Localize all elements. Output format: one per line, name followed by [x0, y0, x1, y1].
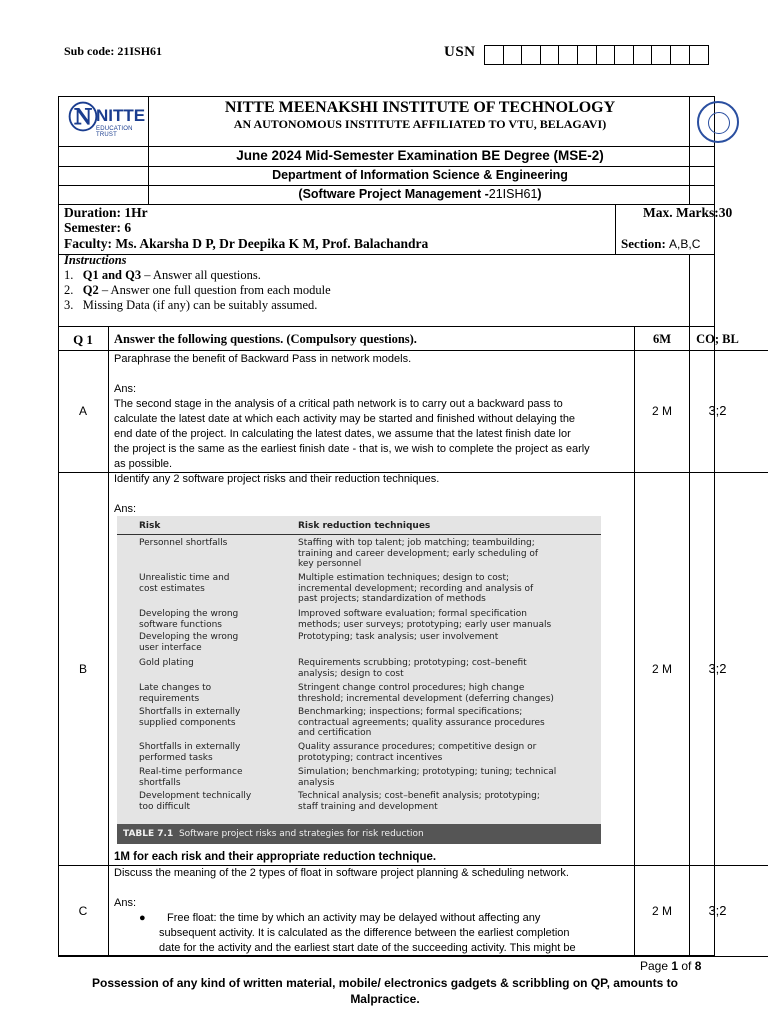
question-b-ans-label: Ans:: [114, 503, 137, 515]
bullet-icon: ●: [139, 912, 146, 924]
exam-title: June 2024 Mid-Semester Examination BE Degree (MSE-2): [236, 148, 604, 163]
question-c-ans-label: Ans:: [114, 897, 137, 909]
question-b-text: Identify any 2 software project risks and their reduction techniques.: [114, 473, 440, 485]
logo-subtext: EDUCATION TRUST: [96, 126, 133, 138]
co-bl-header: CO; BL: [696, 332, 739, 346]
question-c-marks: 2 M: [651, 904, 672, 918]
duration: Duration: 1Hr: [64, 205, 148, 220]
instructions-heading: Instructions: [64, 253, 127, 267]
question-number: Q 1: [73, 332, 93, 347]
question-c-text: Discuss the meaning of the 2 types of float in software project planning & scheduling network.: [114, 867, 569, 879]
question-instruction: Answer the following questions. (Compulsory questions).: [114, 332, 417, 346]
department-name: Department of Information Science & Engineering: [272, 168, 568, 182]
institute-name: NITTE MEENAKSHI INSTITUTE OF TECHNOLOGY: [224, 99, 616, 116]
risk-table-image: Risk Risk reduction techniques Personnel shortfalls Staffing with top talent; job matching; teambuilding; training and career development; early scheduling of key personnel Unrealistic time and cost estimates Multiple estimation techniques; design to cost; incremental development; recording and analysis of past projects; standardization of methods Developing the wrong software functions Improved software evaluation; formal specification methods; user surveys; prototyping; early user manuals Developing the wrong user interface Prototyping; task analysis; user involvement Gold plating Requirements scrubbing; prototyping; cost–benefit analysis; design to cost Late changes to requirements Stringent change control procedures; high change threshold; incremental development (deferring changes) Shortfalls in externally supplied components Benchmarking; inspections; formal specifications; contractual agreements; quality assurance procedures and certification Shortfalls in externally performed tasks Quality assurance procedures; competitive design or prototyping; contract incentives Real-time performance shortfalls Simulation; benchmarking; prototyping; tuning; technical analysis Development technically too difficult Technical analysis; cost–benefit analysis; prototyping; staff training and development TABLE 7.1 Software project risks and strategies for risk reduction: [117, 516, 601, 844]
instruction-item: 2. Q2 – Answer one full question from each module: [64, 283, 331, 297]
question-a-ans-label: Ans:: [114, 383, 137, 395]
question-c-co-bl: 3;2: [708, 903, 727, 918]
question-label-b: B: [78, 662, 87, 676]
nitte-logo: [66, 102, 150, 138]
question-label-c: C: [78, 904, 88, 918]
question-a-text: Paraphrase the benefit of Backward Pass in network models.: [114, 353, 412, 365]
question-b-marking-note: 1M for each risk and their appropriate reduction technique.: [114, 851, 437, 863]
semester: Semester: 6: [64, 220, 132, 235]
question-a-answer: The second stage in the analysis of a critical path network is to carry out a backward pass to calculate the latest date at which each activity may be started and finished without delaying the end date of the project. In calculating the latest dates, we assume that the latest finish date lor the project is the same as the earliest finish date - that is, we wish to complete the project as early as possible.: [114, 398, 590, 470]
institute-subtitle: AN AUTONOMOUS INSTITUTE AFFILIATED TO VTU, BELAGAVI): [233, 117, 607, 131]
question-c-answer: Free float: the time by which an activity may be delayed without affecting any subsequent activity. It is calculated as the difference between the earliest completion date for the activity and the earliest start date of the succeeding activity. This might be: [159, 912, 576, 954]
institute-seal-icon: [697, 101, 739, 143]
marks-header: 6M: [652, 332, 672, 346]
sub-code: Sub code: 21ISH61: [64, 44, 163, 58]
usn-label: USN: [444, 44, 476, 60]
question-a-marks: 2 M: [651, 404, 672, 418]
question-b-marks: 2 M: [651, 662, 672, 676]
instruction-item: 1. Q1 and Q3 – Answer all questions.: [64, 268, 261, 282]
max-marks: Max. Marks:30: [643, 205, 733, 220]
question-a-co-bl: 3;2: [708, 403, 727, 418]
logo-text: NITTE: [96, 106, 146, 125]
question-b-co-bl: 3;2: [708, 661, 727, 676]
page-number: Page 1 of 8: [640, 959, 702, 973]
n-mark-icon: Ⓝ: [68, 101, 98, 136]
section: Section: A,B,C: [621, 236, 701, 251]
malpractice-notice: Possession of any kind of written material, mobile/ electronics gadgets & scribbling on QP, amounts to Malpractice.: [92, 976, 678, 1006]
instruction-item: 3. Missing Data (if any) can be suitably assumed.: [64, 298, 318, 312]
risk-table-caption: TABLE 7.1 Software project risks and strategies for risk reduction: [117, 824, 601, 844]
usn-input-boxes[interactable]: [484, 45, 709, 65]
faculty: Faculty: Ms. Akarsha D P, Dr Deepika K M, Prof. Balachandra: [64, 236, 429, 251]
risk-table-header: Risk Risk reduction techniques: [117, 520, 601, 535]
course-title: (Software Project Management -21ISH61): [298, 187, 542, 201]
question-label-a: A: [78, 404, 87, 418]
